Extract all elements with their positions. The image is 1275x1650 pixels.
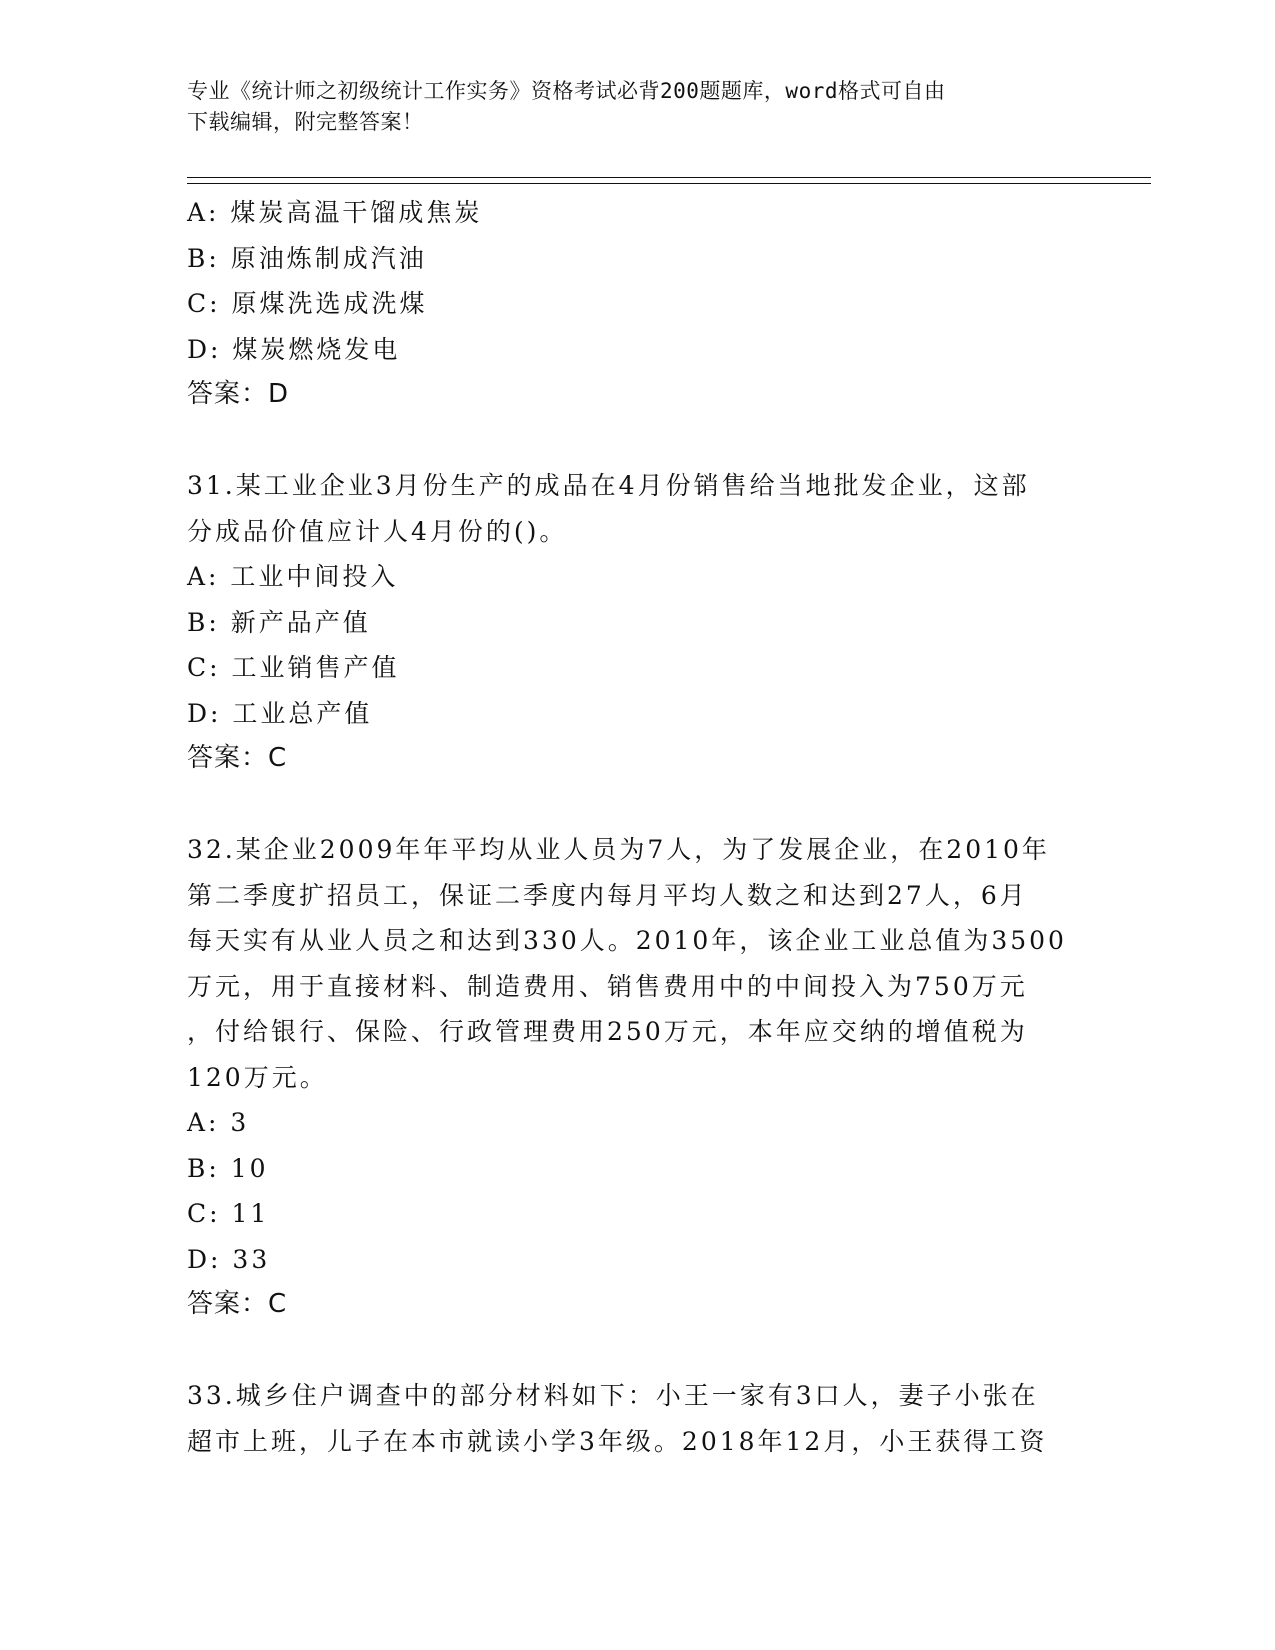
option-a: A: 3 <box>187 1108 250 1137</box>
header-divider-top <box>187 177 1151 178</box>
header-divider-bottom <box>187 183 1151 184</box>
option-d: D: 煤炭燃烧发电 <box>187 334 401 364</box>
spacer <box>187 418 1087 464</box>
question-stem-line: ，付给银行、保险、行政管理费用250万元，本年应交纳的增值税为 <box>187 1017 1028 1046</box>
option-b: B: 原油炼制成汽油 <box>187 243 427 273</box>
question-stem-line: 每天实有从业人员之和达到330人。2010年，该企业工业总值为3500 <box>187 926 1067 955</box>
option-d: D: 工业总产值 <box>187 698 373 728</box>
question-32 <box>187 827 1087 1328</box>
option-a: A: 工业中间投入 <box>187 562 399 591</box>
option-d: D: 33 <box>187 1244 271 1274</box>
question-list <box>187 190 1087 1464</box>
question-31 <box>187 463 1087 782</box>
question-stem-line: 32.某企业2009年年平均从业人员为7人，为了发展企业，在2010年 <box>187 835 1050 864</box>
question-stem-line: 33.城乡住户调查中的部分材料如下：小王一家有3口人，妻子小张在 <box>187 1381 1039 1410</box>
question-stem-line: 分成品价值应计人4月份的()。 <box>187 516 568 546</box>
header-line-2: 下载编辑，附完整答案！ <box>187 110 424 134</box>
question-stem-line: 第二季度扩招员工，保证二季度内每月平均人数之和达到27人，6月 <box>187 880 1028 910</box>
answer-line: 答案：D <box>187 379 290 409</box>
option-c: C: 11 <box>187 1199 270 1228</box>
question-stem-line: 31.某工业企业3月份生产的成品在4月份销售给当地批发企业，这部 <box>187 471 1030 500</box>
option-b: B: 新产品产值 <box>187 607 371 637</box>
answer-line: 答案：C <box>187 1289 288 1319</box>
question-stem-line: 120万元。 <box>187 1062 328 1092</box>
spacer <box>187 1328 1087 1374</box>
option-c: C: 原煤洗选成洗煤 <box>187 289 428 318</box>
question-33 <box>187 1373 1087 1464</box>
spacer <box>187 782 1087 828</box>
option-b: B: 10 <box>187 1153 269 1183</box>
option-c: C: 工业销售产值 <box>187 653 400 682</box>
option-a: A: 煤炭高温干馏成焦炭 <box>187 198 483 227</box>
header-line-1: 专业《统计师之初级统计工作实务》资格考试必背200题题库，word格式可自由 <box>187 79 946 103</box>
question-30 <box>187 190 1087 418</box>
question-stem-line: 超市上班，儿子在本市就读小学3年级。2018年12月，小王获得工资 <box>187 1426 1048 1456</box>
document-header <box>187 76 1067 138</box>
answer-line: 答案：C <box>187 743 288 773</box>
question-stem-line: 万元，用于直接材料、制造费用、销售费用中的中间投入为750万元 <box>187 971 1028 1001</box>
